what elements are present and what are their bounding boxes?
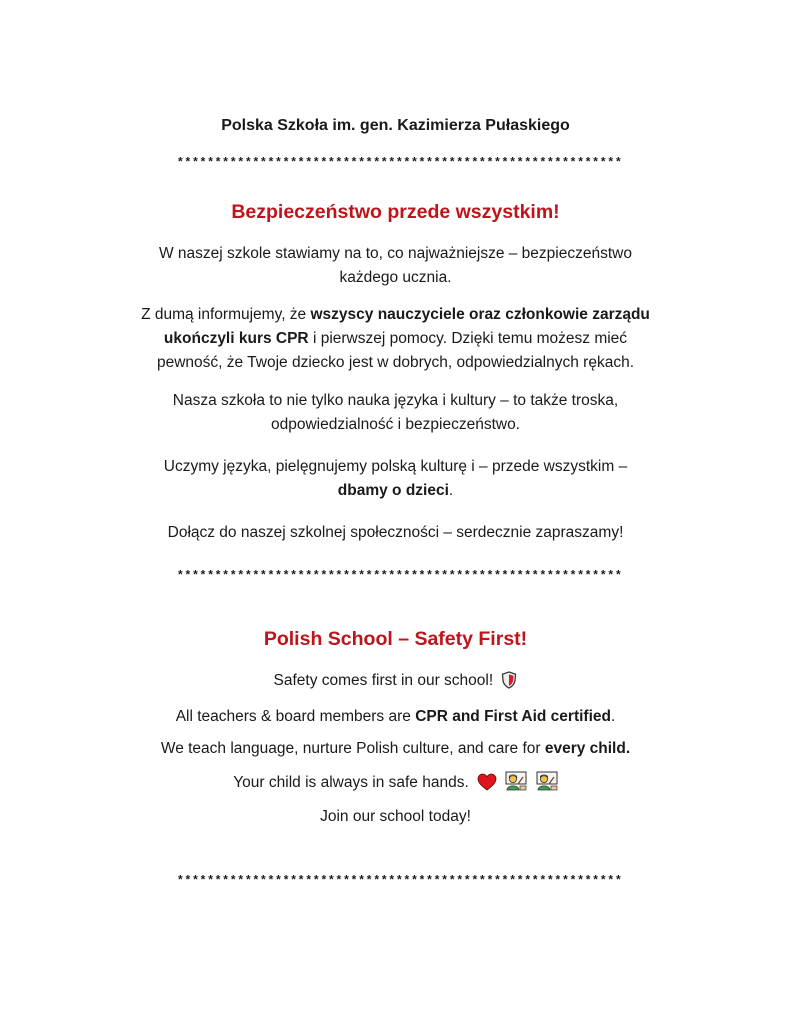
separator-1: *********************************************************** bbox=[176, 156, 623, 170]
english-line-4 bbox=[0, 771, 791, 799]
p4-period: . bbox=[448, 482, 454, 499]
heart-icon bbox=[477, 773, 497, 799]
english-line-2 bbox=[0, 705, 791, 729]
polish-paragraph-1-line-2: każdego ucznia. bbox=[339, 269, 452, 286]
p2-bold: wszyscy nauczyciele oraz członkowie zarządu bbox=[310, 306, 650, 323]
polish-paragraph-2-line-2 bbox=[0, 327, 791, 351]
separator-3: *********************************************************** bbox=[176, 874, 623, 888]
polish-paragraph-1-line-1: W naszej szkole stawiamy na to, co najważniejsze – bezpieczeństwo bbox=[159, 245, 632, 262]
polish-heading: Bezpieczeństwo przede wszystkim! bbox=[231, 201, 560, 223]
english-line-3-text: We teach language, nurture Polish culture, and care for bbox=[160, 740, 545, 757]
shield-icon bbox=[501, 671, 517, 697]
polish-paragraph-2-line-3: pewność, że Twoje dziecko jest w dobrych, odpowiedzialnych rękach. bbox=[156, 354, 635, 371]
english-line-1 bbox=[0, 669, 791, 697]
polish-paragraph-3-line-1: Nasza szkoła to nie tylko nauka języka i kultury – to także troska, bbox=[172, 392, 619, 409]
polish-paragraph-2-line-1 bbox=[0, 303, 791, 327]
english-line-2-text: All teachers & board members are bbox=[175, 708, 416, 725]
english-line-1-text: Safety comes first in our school! bbox=[273, 672, 494, 689]
english-line-3 bbox=[0, 737, 791, 761]
teacher-icon bbox=[505, 771, 527, 799]
separator-2: *********************************************************** bbox=[176, 569, 623, 583]
teacher-icon bbox=[536, 771, 558, 799]
p2-bold-cpr: ukończyli kurs CPR bbox=[163, 330, 309, 347]
p2-text: Z dumą informujemy, że bbox=[141, 306, 311, 323]
english-heading: Polish School – Safety First! bbox=[263, 628, 528, 650]
polish-paragraph-3-line-2: odpowiedzialność i bezpieczeństwo. bbox=[270, 416, 520, 433]
english-line-4-text: Your child is always in safe hands. bbox=[233, 774, 469, 791]
english-line-2-bold: CPR and First Aid certified bbox=[415, 708, 611, 725]
polish-paragraph-4-line-1: Uczymy języka, pielęgnujemy polską kulturę i – przede wszystkim – bbox=[163, 458, 628, 475]
polish-paragraph-4-line-2 bbox=[0, 479, 791, 503]
english-line-2-period: . bbox=[610, 708, 616, 725]
school-title: Polska Szkoła im. gen. Kazimierza Pułaskiego bbox=[221, 117, 570, 134]
p2-text-2: i pierwszej pomocy. Dzięki temu możesz mieć bbox=[308, 330, 628, 347]
polish-paragraph-5: Dołącz do naszej szkolnej społeczności – serdecznie zapraszamy! bbox=[167, 524, 624, 541]
english-line-5: Join our school today! bbox=[320, 808, 471, 825]
english-line-3-bold: every child. bbox=[544, 740, 631, 757]
p4-bold: dbamy o dzieci bbox=[337, 482, 449, 499]
